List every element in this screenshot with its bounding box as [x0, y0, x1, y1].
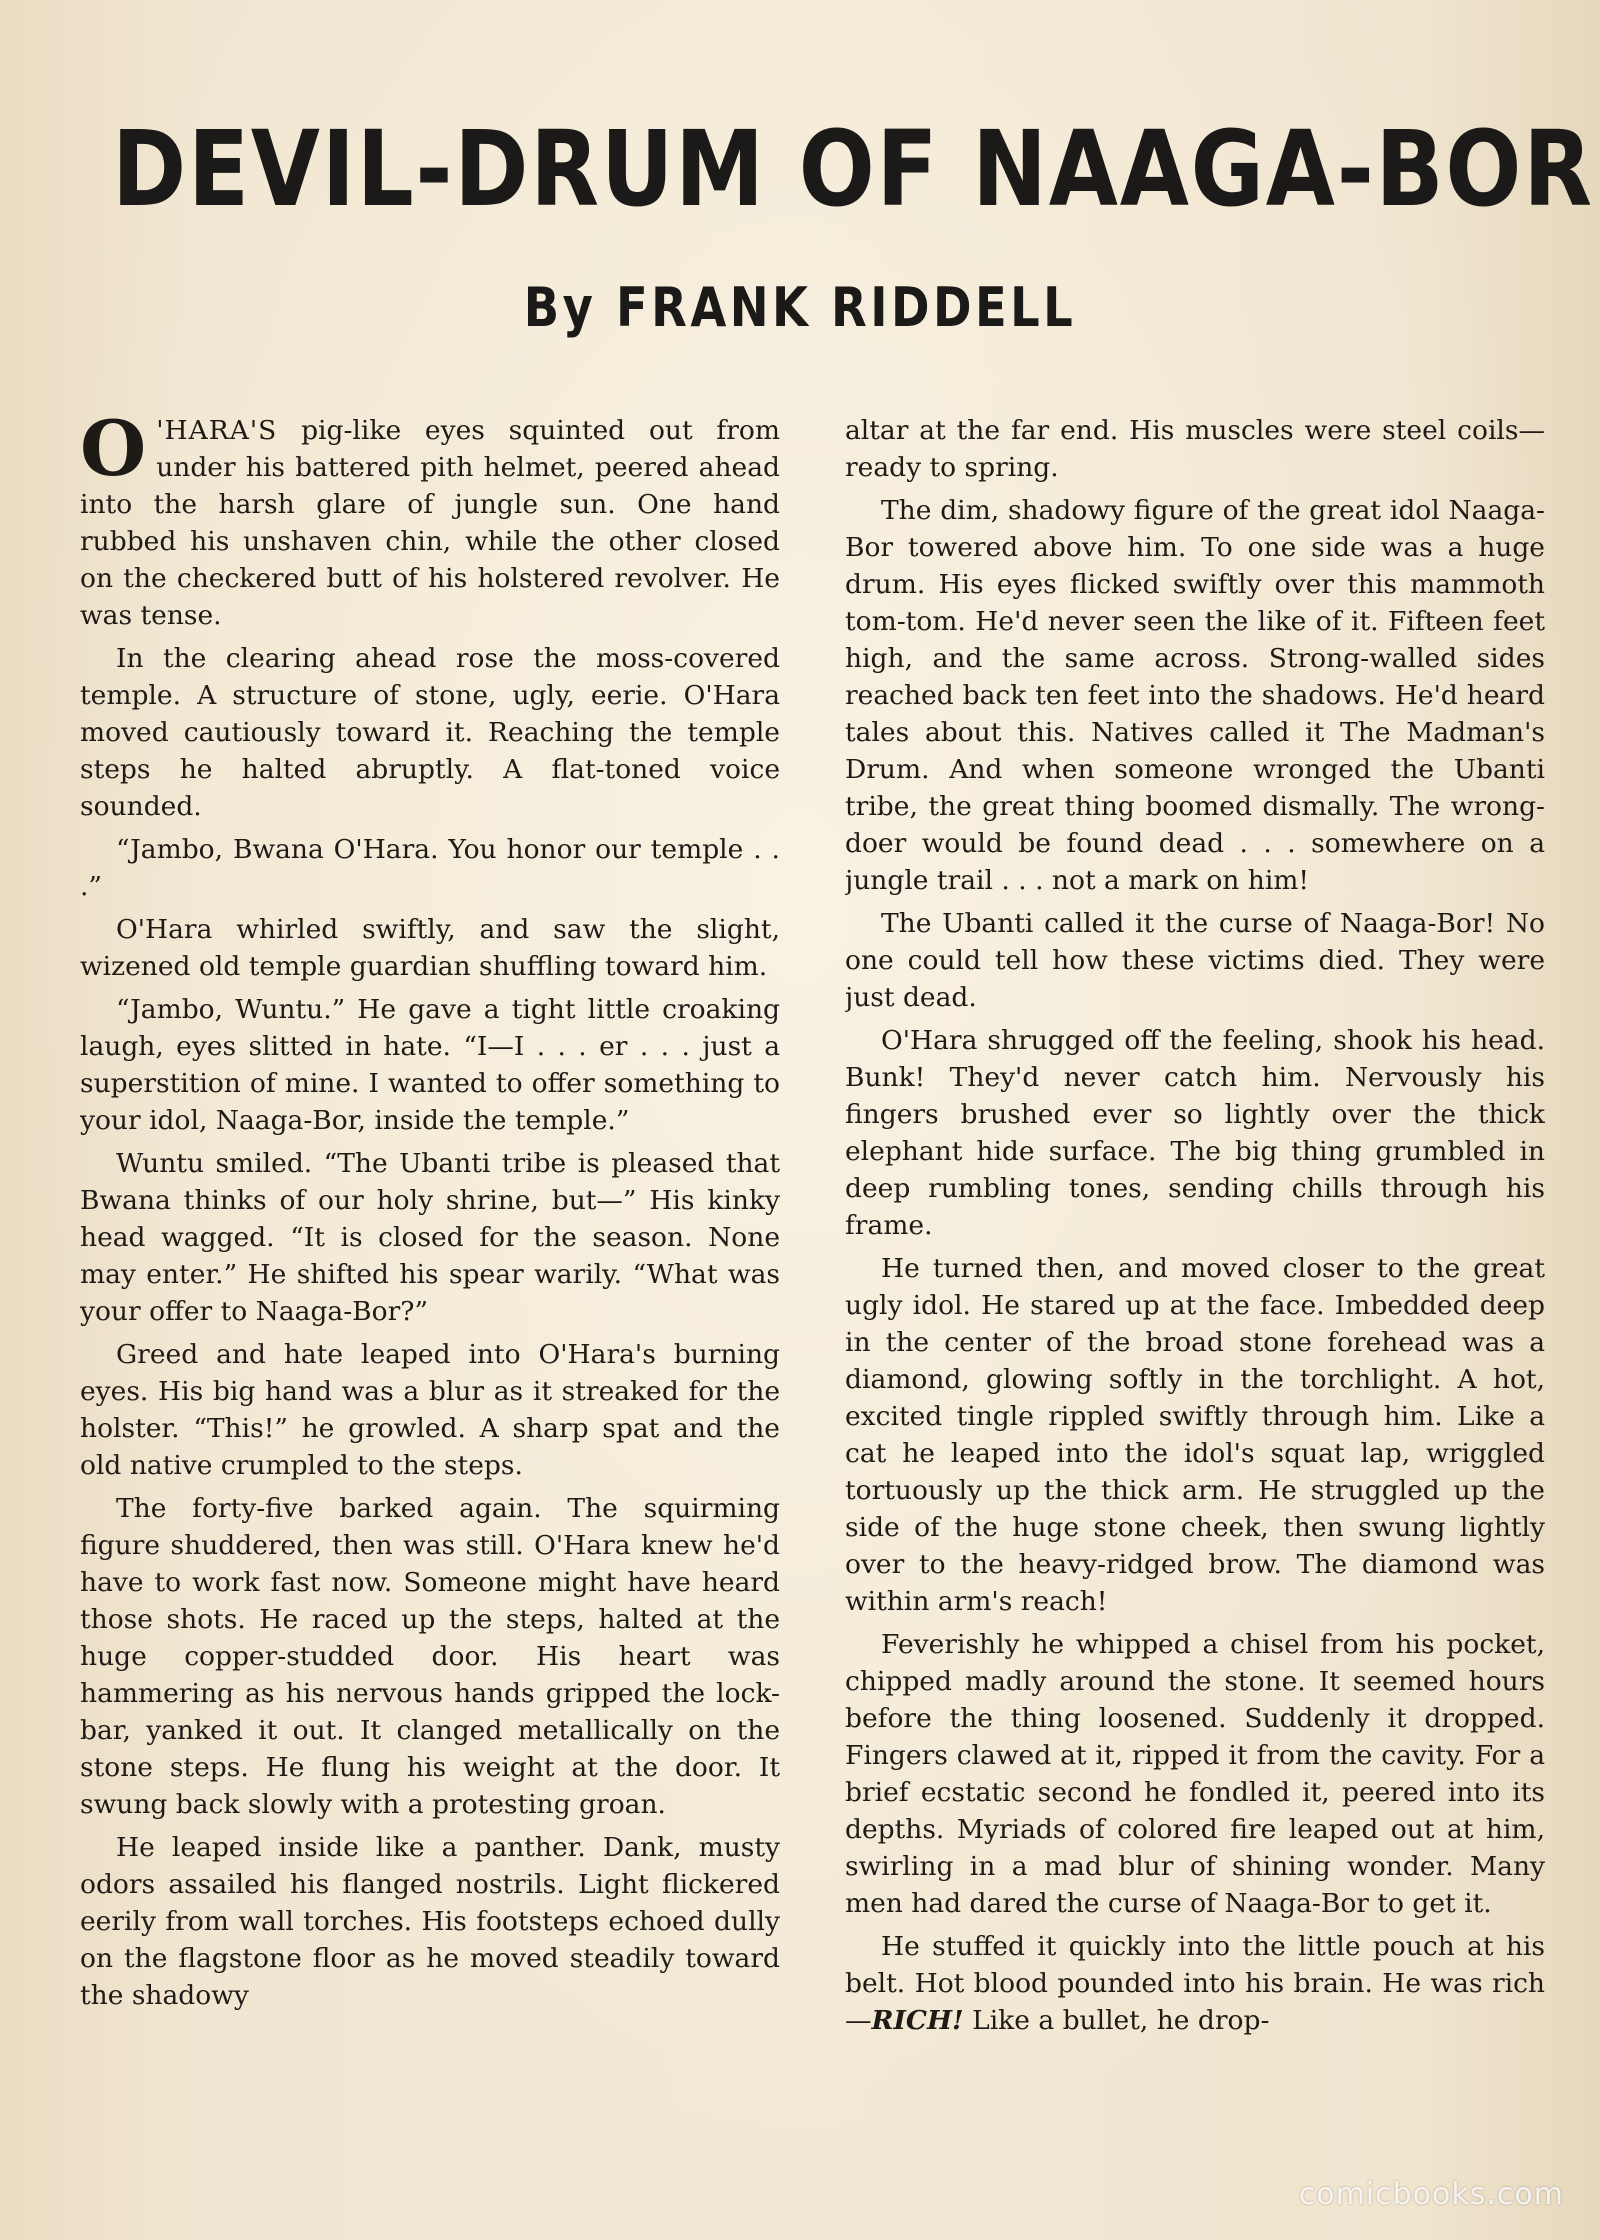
story-paragraph: Wuntu smiled. “The Ubanti tribe is pleased that Bwana thinks of our holy shrine, but—” His kinky head wagged. “It is closed for the season. None may enter.” He shifted his spear warily. “What was your offer to Naaga-Bor?”	[80, 1148, 780, 1327]
site-watermark: comicbooks.com	[1298, 2177, 1564, 2212]
story-title: DEVIL-DRUM OF NAAGA-BOR	[112, 108, 1594, 230]
story-paragraph: O'Hara shrugged off the feeling, shook his head. Bunk! They'd never catch him. Nervously his fingers brushed ever so lightly over the thick elephant hide surface. The big thing grumbled in deep rumbling tones, sending chills through his frame.	[845, 1025, 1545, 1241]
story-paragraph: He turned then, and moved closer to the great ugly idol. He stared up at the face. Imbedded deep in the center of the broad stone forehead was a diamond, glowing softly in the torchlight. A hot, excited tingle rippled swiftly through him. Like a cat he leaped into the idol's squat lap, wriggled tortuously up the thick arm. He struggled up the side of the huge stone cheek, then swung lightly over to the heavy-ridged brow. The diamond was within arm's reach!	[845, 1253, 1545, 1617]
emphasis-rich: RICH!	[871, 2005, 964, 2036]
story-columns	[80, 412, 1545, 2162]
drop-cap: O	[80, 412, 147, 493]
opening-caps: 'HARA'S	[156, 415, 278, 446]
story-paragraph: Greed and hate leaped into O'Hara's burning eyes. His big hand was a blur as it streaked for the holster. “This!” he growled. A sharp spat and the old native crumpled to the steps.	[80, 1339, 780, 1481]
right-column	[845, 412, 1545, 2162]
story-paragraph: He leaped inside like a panther. Dank, musty odors assailed his flanged nostrils. Light flickered eerily from wall torches. His footsteps echoed dully on the flagstone floor as he moved steadily toward the shadowy	[80, 1832, 780, 2011]
story-paragraph: “Jambo, Wuntu.” He gave a tight little croaking laugh, eyes slitted in hate. “I—I . . . er . . . just a superstition of mine. I wanted to offer something to your idol, Naaga-Bor, inside the temple.”	[80, 994, 780, 1136]
left-column	[80, 412, 780, 2162]
opening-text: pig-like eyes squinted out from under his battered pith helmet, peered ahead into the harsh glare of jungle sun. One hand rubbed his unshaven chin, while the other closed on the checkered butt of his holstered revolver. He was tense.	[80, 415, 780, 631]
story-paragraph: The dim, shadowy figure of the great idol Naaga-Bor towered above him. To one side was a huge drum. His eyes flicked swiftly over this mammoth tom-tom. He'd never seen the like of it. Fifteen feet high, and the same across. Strong-walled sides reached back ten feet into the shadows. He'd heard tales about this. Natives called it The Madman's Drum. And when someone wronged the Ubanti tribe, the great thing boomed dismally. The wrong-doer would be found dead . . . somewhere on a jungle trail . . . not a mark on him!	[845, 495, 1545, 896]
final-text-end: Like a bullet, he drop-	[963, 2005, 1270, 2036]
story-byline: By FRANK RIDDELL	[523, 276, 1077, 339]
continued-paragraph: altar at the far end. His muscles were steel coils—ready to spring.	[845, 415, 1545, 483]
story-paragraph: “Jambo, Bwana O'Hara. You honor our temple . . .”	[80, 834, 780, 902]
story-paragraph: The forty-five barked again. The squirming figure shuddered, then was still. O'Hara knew he'd have to work fast now. Someone might have heard those shots. He raced up the steps, halted at the huge copper-studded door. His heart was hammering as his nervous hands gripped the lock-bar, yanked it out. It clanged metallically on the stone steps. He flung his weight at the door. It swung back slowly with a protesting groan.	[80, 1493, 780, 1820]
final-text-start: He stuffed it quickly into the little pouch at his belt. Hot blood pounded into his brain. He was rich—	[845, 1931, 1545, 2036]
opening-paragraph	[80, 412, 780, 634]
story-paragraph: Feverishly he whipped a chisel from his pocket, chipped madly around the stone. It seemed hours before the thing loosened. Suddenly it dropped. Fingers clawed at it, ripped it from the cavity. For a brief ecstatic second he fondled it, peered into its depths. Myriads of colored fire leaped out at him, swirling in a mad blur of shining wonder. Many men had dared the curse of Naaga-Bor to get it.	[845, 1629, 1545, 1919]
story-paragraph: In the clearing ahead rose the moss-covered temple. A structure of stone, ugly, eerie. O'Hara moved cautiously toward it. Reaching the temple steps he halted abruptly. A flat-toned voice sounded.	[80, 643, 780, 822]
story-paragraph: The Ubanti called it the curse of Naaga-Bor! No one could tell how these victims died. They were just dead.	[845, 908, 1545, 1013]
story-paragraph: O'Hara whirled swiftly, and saw the slight, wizened old temple guardian shuffling toward him.	[80, 914, 780, 982]
final-paragraph	[845, 1928, 1545, 2039]
